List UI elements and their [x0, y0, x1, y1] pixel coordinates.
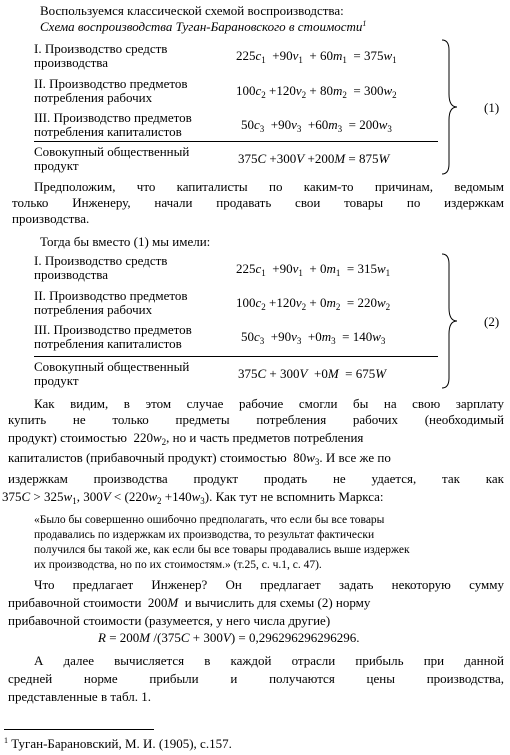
t2-row2-equation: $100c_2 +120v_2 + 0m_2 = 220w_2$ — [236, 295, 391, 312]
t2-total-equation: 375C + 300V +0M = 675W — [238, 366, 387, 381]
t2-total-label2: продукт — [34, 373, 79, 388]
t2-row2-label1: II. Производство предметов — [34, 288, 188, 303]
para3-line2: купить не только предметы потребления рабочих (необходимый — [8, 412, 504, 427]
t2-row3-equation: $50c_3 +90v_3 +0m_3 = 140w_3$ — [241, 329, 386, 346]
t2-row2-label2: потребления рабочих — [34, 302, 153, 317]
para4-line2: прибавочной стоимости 200M и вычислить для схемы (2) норму — [8, 595, 371, 610]
quote-line2: продавались по издержкам их производства, то результат фактически — [34, 529, 375, 541]
para5-line1: А далее вычисляется в каждой отрасли прибыль при данной — [34, 653, 504, 668]
t1-total-label1: Совокупный общественный — [34, 144, 190, 159]
t2-row1-label2: производства — [34, 267, 109, 282]
t2-row1-label1: I. Производство средств — [34, 253, 168, 268]
para3-line5: издержкам производства продукт продать не удается, так как — [8, 471, 504, 486]
t1-row3-equation: $50c_3 +90v_3 +60m_3 = 200w_3$ — [241, 117, 392, 134]
equation-number-1: (1) — [484, 100, 500, 115]
footnote-rule — [4, 729, 154, 730]
para2-line: Тогда бы вместо (1) мы имели: — [40, 234, 211, 249]
scheme-title-text: Схема воспроизводства Туган-Барановского в стоимости — [40, 19, 363, 34]
t2-row1-equation: $225c_1 +90v_1 + 0m_1 = 315w_1$ — [236, 261, 391, 278]
quote-line3: получился бы такой же, как если бы все товары продавались выше издержек — [34, 544, 410, 556]
t2-row3-label1: III. Производство предметов — [34, 322, 192, 337]
t1-row2-label2: потребления рабочих — [34, 90, 153, 105]
t1-total-rule — [34, 141, 438, 142]
para4-line3: прибавочной стоимости (разумеется, у него числа другие) — [8, 613, 331, 628]
para1-line1: Предположим, что капиталисты по каким-то причинам, ведомым — [34, 179, 504, 194]
para5-line2: средней норме прибыли и получаются цены производства, — [8, 671, 504, 686]
profit-rate-formula: R = 200M /(375C + 300V) = 0,296296296296296. — [98, 630, 360, 645]
footnote-mark: 1 — [4, 736, 8, 745]
t1-row3-label2: потребления капиталистов — [34, 124, 182, 139]
footnote-text: Туган-Барановский, М. И. (1905), с.157. — [11, 736, 232, 751]
t2-total-label1: Совокупный общественный — [34, 359, 190, 374]
para1-line2: только Инженеру, начали продавать свои товары по издержкам — [12, 195, 504, 210]
quote-line4: их производства, но по их стоимостям.» (т.25, с. ч.1, с. 47). — [34, 559, 322, 571]
equation-number-2: (2) — [484, 314, 500, 329]
scheme-title — [40, 20, 366, 34]
para3-line3: продукт) стоимостью $220w_2$, но и часть предметов потребления — [8, 430, 364, 447]
t2-row3-label2: потребления капиталистов — [34, 336, 182, 351]
t2-total-rule — [34, 356, 438, 357]
t1-row2-equation: $100c_2 +120v_2 + 80m_2 = 300w_2$ — [236, 83, 397, 100]
t1-row1-equation: $225c_1 +90v_1 + 60m_1 = 375w_1$ — [236, 48, 397, 65]
quote-line1: «Было бы совершенно ошибочно предполагать, что если бы все товары — [34, 514, 385, 526]
t1-row3-label1: III. Производство предметов — [34, 110, 192, 125]
t1-total-label2: продукт — [34, 158, 79, 173]
para3-line4: капиталистов (прибавочный продукт) стоимостью $80w_3$. И все же по — [8, 450, 391, 467]
para3-line1: Как видим, в этом случае рабочие смогли бы на свою зарплату — [34, 396, 504, 411]
footnote-ref: 1 — [362, 19, 367, 28]
para3-line6: $375C > 325w_1$, $300V < (220w_2 +140w_3)$. Как тут не вспомнить Маркса: — [2, 489, 384, 506]
para4-line1: Что предлагает Инженер? Он предлагает задать некоторую сумму — [34, 577, 504, 592]
t2-right-brace — [440, 252, 460, 390]
t1-row1-label2: производства — [34, 55, 109, 70]
t1-total-equation: 375C +300V +200M = 875W — [238, 151, 390, 166]
para1-line3: производства. — [12, 211, 90, 226]
t1-row1-label1: I. Производство средств — [34, 41, 168, 56]
para5-line3: представленные в табл. 1. — [8, 689, 151, 704]
intro-line: Воспользуемся классической схемой воспроизводства: — [40, 3, 344, 18]
footnote — [4, 737, 232, 751]
t1-right-brace — [440, 38, 460, 176]
t1-row2-label1: II. Производство предметов — [34, 76, 188, 91]
